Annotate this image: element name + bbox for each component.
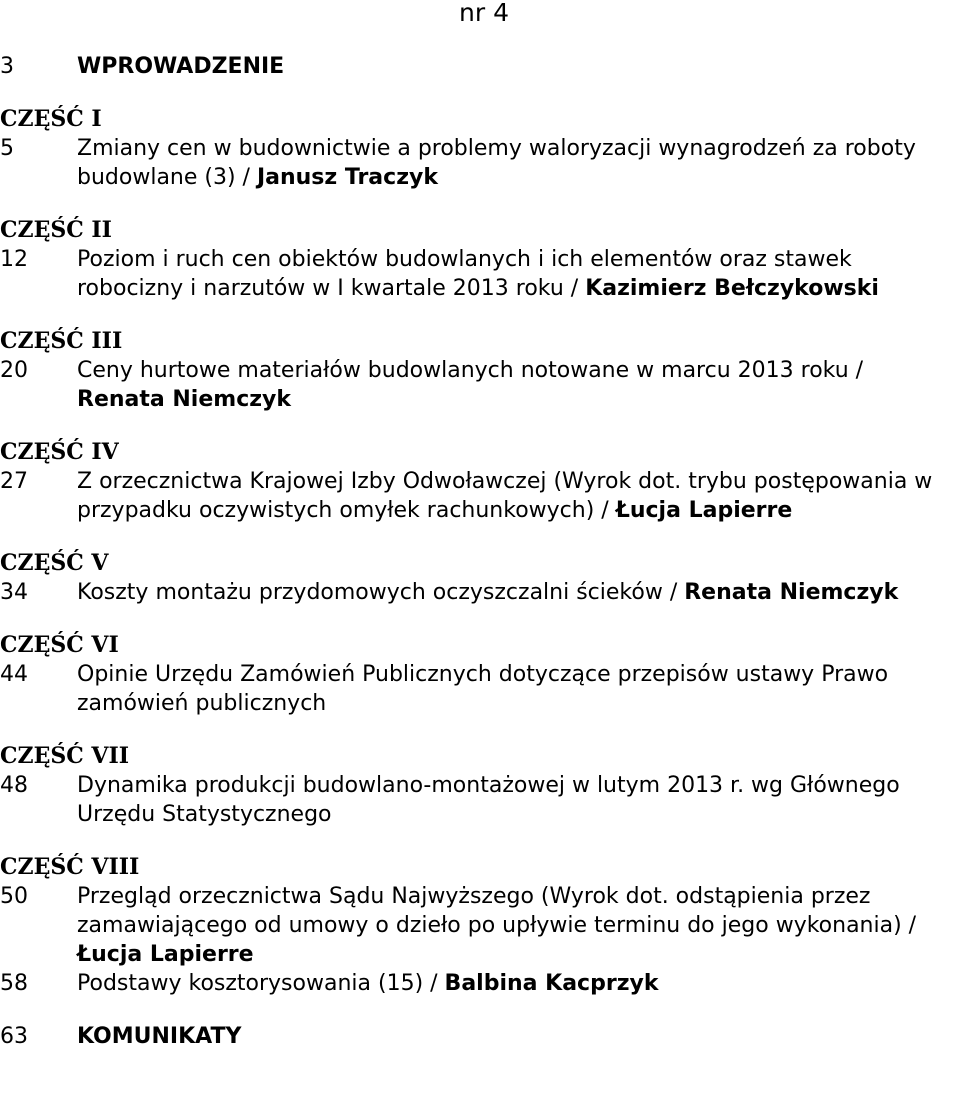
toc-page-number: 50 <box>0 884 28 909</box>
toc-page-number: 63 <box>0 1024 28 1049</box>
toc-entry-text: Zmiany cen w budownictwie a problemy waloryzacji wynagrodzeń za roboty budowlane (3) / <box>77 136 916 190</box>
part-heading-7: CZĘŚĆ VII <box>0 743 130 769</box>
toc-entry-author: Renata Niemczyk <box>77 387 292 412</box>
toc-entry-text: Podstawy kosztorysowania (15) / <box>77 971 445 996</box>
toc-entry[interactable] <box>0 245 960 303</box>
toc-entry[interactable] <box>0 771 960 829</box>
part-heading-5: CZĘŚĆ V <box>0 550 109 576</box>
toc-entry-title <box>77 578 960 607</box>
toc-entry-text: Z orzecznictwa Krajowej Izby Odwoławczej (Wyrok dot. trybu postępowania w przypadku oczywistych omyłek rachunkowych) / <box>77 469 933 523</box>
toc-entry[interactable] <box>0 134 960 192</box>
part-heading-4: CZĘŚĆ IV <box>0 439 119 465</box>
toc-entry-text: Koszty montażu przydomowych oczyszczalni ścieków / <box>77 580 685 605</box>
toc-entry-title <box>77 882 960 969</box>
toc-page-number: 5 <box>0 136 14 161</box>
toc-page-number: 27 <box>0 469 28 494</box>
toc-entry-title <box>77 245 960 303</box>
toc-page-number: 3 <box>0 54 14 79</box>
part-heading-8: CZĘŚĆ VIII <box>0 854 140 880</box>
toc-entry-author: Janusz Traczyk <box>256 165 438 190</box>
toc-page-number: 58 <box>0 971 28 996</box>
toc-entry-title <box>77 660 960 718</box>
toc-entry-title: KOMUNIKATY <box>77 1024 242 1049</box>
toc-page-number: 48 <box>0 773 28 798</box>
toc-entry-author: Balbina Kacprzyk <box>444 971 659 996</box>
toc-entry-text: Poziom i ruch cen obiektów budowlanych i ich elementów oraz stawek robocizny i narzutów w I kwartale 2013 roku / <box>77 247 852 301</box>
toc-page-number: 12 <box>0 247 28 272</box>
toc-entry[interactable] <box>0 578 960 607</box>
toc-entry-title: WPROWADZENIE <box>77 54 285 79</box>
toc-entry-title <box>77 771 960 829</box>
toc-entry[interactable] <box>0 882 960 969</box>
part-heading-3: CZĘŚĆ III <box>0 328 123 354</box>
issue-number: nr 4 <box>459 0 509 27</box>
toc-entry-announcements[interactable] <box>0 1022 960 1051</box>
toc-entry-text: Dynamika produkcji budowlano-montażowej w lutym 2013 r. wg Głównego Urzędu Statystycznego <box>77 773 900 827</box>
part-heading-1: CZĘŚĆ I <box>0 106 102 132</box>
table-of-contents <box>0 52 960 1051</box>
toc-entry[interactable] <box>0 356 960 414</box>
toc-page-number: 34 <box>0 580 28 605</box>
toc-entry-text: Przegląd orzecznictwa Sądu Najwyższego (Wyrok dot. odstąpienia przez zamawiającego od umowy o dzieło po upływie terminu do jego wykonania) / <box>77 884 917 938</box>
toc-entry-text: Ceny hurtowe materiałów budowlanych notowane w marcu 2013 roku / <box>77 358 864 383</box>
toc-entry-title <box>77 969 960 998</box>
toc-entry-title <box>77 134 960 192</box>
toc-entry-author: Renata Niemczyk <box>684 580 899 605</box>
part-heading-2: CZĘŚĆ II <box>0 217 112 243</box>
toc-page-number: 44 <box>0 662 28 687</box>
part-heading-6: CZĘŚĆ VI <box>0 632 119 658</box>
toc-entry-introduction[interactable] <box>0 52 960 81</box>
toc-entry-title <box>77 467 960 525</box>
toc-entry-author: Łucja Lapierre <box>77 942 254 967</box>
toc-entry-author: Łucja Lapierre <box>615 498 793 523</box>
toc-entry-author: Kazimierz Bełczykowski <box>585 276 879 301</box>
toc-page-number: 20 <box>0 358 28 383</box>
toc-entry-title <box>77 356 960 414</box>
toc-entry[interactable] <box>0 467 960 525</box>
toc-entry-text: Opinie Urzędu Zamówień Publicznych dotyczące przepisów ustawy Prawo zamówień publicznych <box>77 662 889 716</box>
toc-entry[interactable] <box>0 660 960 718</box>
toc-entry[interactable] <box>0 969 960 998</box>
